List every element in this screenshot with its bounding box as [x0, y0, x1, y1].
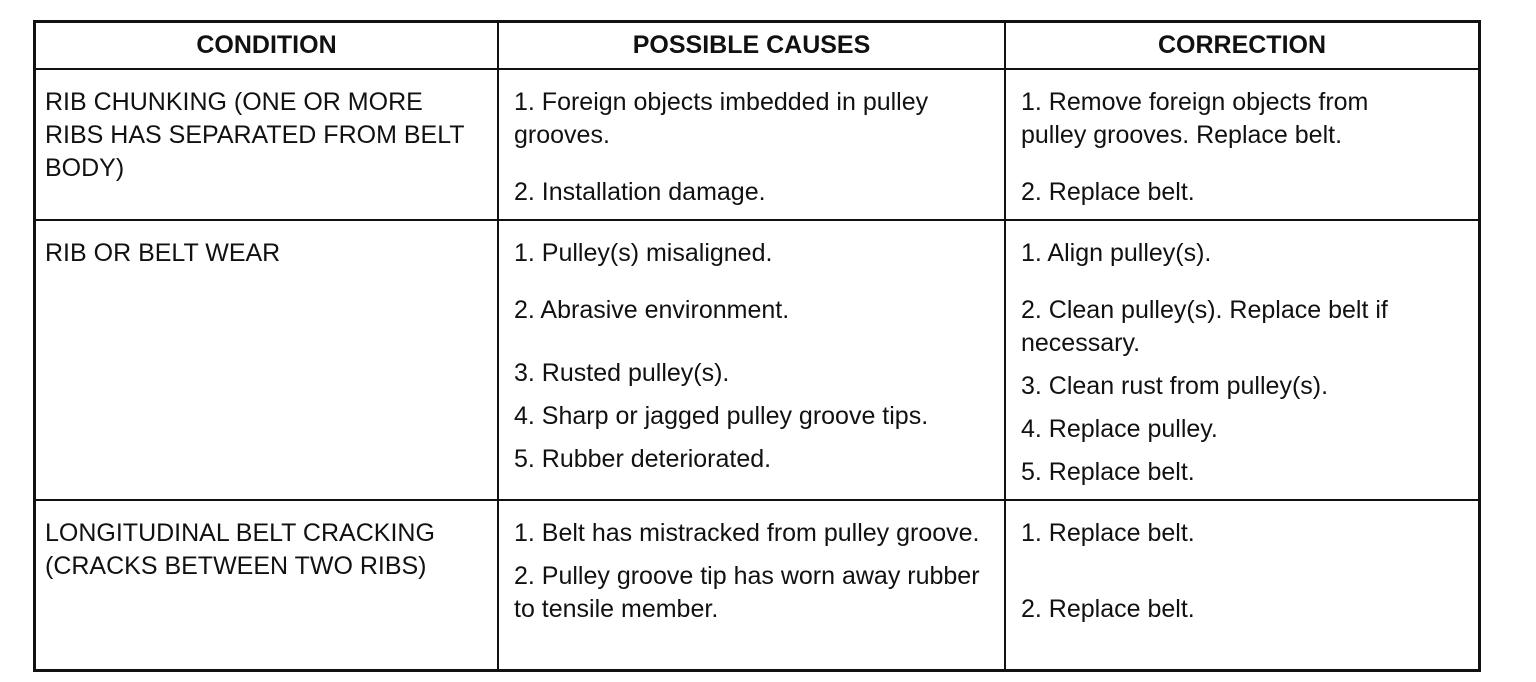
table-row	[36, 499, 1478, 669]
table-row	[36, 68, 1478, 219]
condition-text: RIB CHUNKING (ONE OR MORE RIBS HAS SEPARATED FROM BELT BODY)	[45, 88, 465, 182]
correction-item: 1. Align pulley(s).	[1021, 239, 1212, 267]
condition-text: LONGITUDINAL BELT CRACKING (CRACKS BETWEEN TWO RIBS)	[45, 519, 435, 580]
cause-item: 1. Belt has mistracked from pulley groove.	[514, 519, 980, 547]
table-row	[36, 219, 1478, 499]
correction-item: 1. Remove foreign objects from pulley grooves. Replace belt.	[1021, 88, 1369, 149]
table-header-row	[36, 23, 1478, 68]
correction-item: 4. Replace pulley.	[1021, 415, 1218, 443]
cause-item: 2. Installation damage.	[514, 178, 766, 206]
cause-item: 1. Pulley(s) misaligned.	[514, 239, 773, 267]
causes-cell	[497, 221, 1004, 499]
cause-item: 3. Rusted pulley(s).	[514, 359, 730, 387]
correction-item: 2. Replace belt.	[1021, 178, 1195, 206]
header-condition: CONDITION	[196, 31, 337, 59]
corrections-cell	[1004, 501, 1478, 669]
header-correction: CORRECTION	[1004, 23, 1478, 68]
condition-cell	[36, 501, 497, 669]
correction-item: 5. Replace belt.	[1021, 458, 1195, 486]
condition-text: RIB OR BELT WEAR	[45, 239, 281, 267]
correction-item: 3. Clean rust from pulley(s).	[1021, 372, 1329, 400]
correction-item: 1. Replace belt.	[1021, 519, 1195, 547]
corrections-cell	[1004, 70, 1478, 219]
cause-item: 2. Abrasive environment.	[514, 296, 790, 324]
causes-cell	[497, 70, 1004, 219]
corrections-cell	[1004, 221, 1478, 499]
cause-item: 4. Sharp or jagged pulley groove tips.	[514, 402, 929, 430]
header-possible-causes: POSSIBLE CAUSES	[497, 23, 1004, 68]
belt-diagnosis-table	[33, 20, 1481, 672]
cause-item: 1. Foreign objects imbedded in pulley grooves.	[514, 88, 929, 149]
cause-item: 2. Pulley groove tip has worn away rubber to tensile member.	[514, 562, 980, 623]
causes-cell	[497, 501, 1004, 669]
cause-item: 5. Rubber deteriorated.	[514, 445, 772, 473]
correction-item: 2. Replace belt.	[1021, 595, 1195, 623]
condition-cell	[36, 221, 497, 499]
correction-item: 2. Clean pulley(s). Replace belt if necessary.	[1021, 296, 1388, 357]
condition-cell	[36, 70, 497, 219]
